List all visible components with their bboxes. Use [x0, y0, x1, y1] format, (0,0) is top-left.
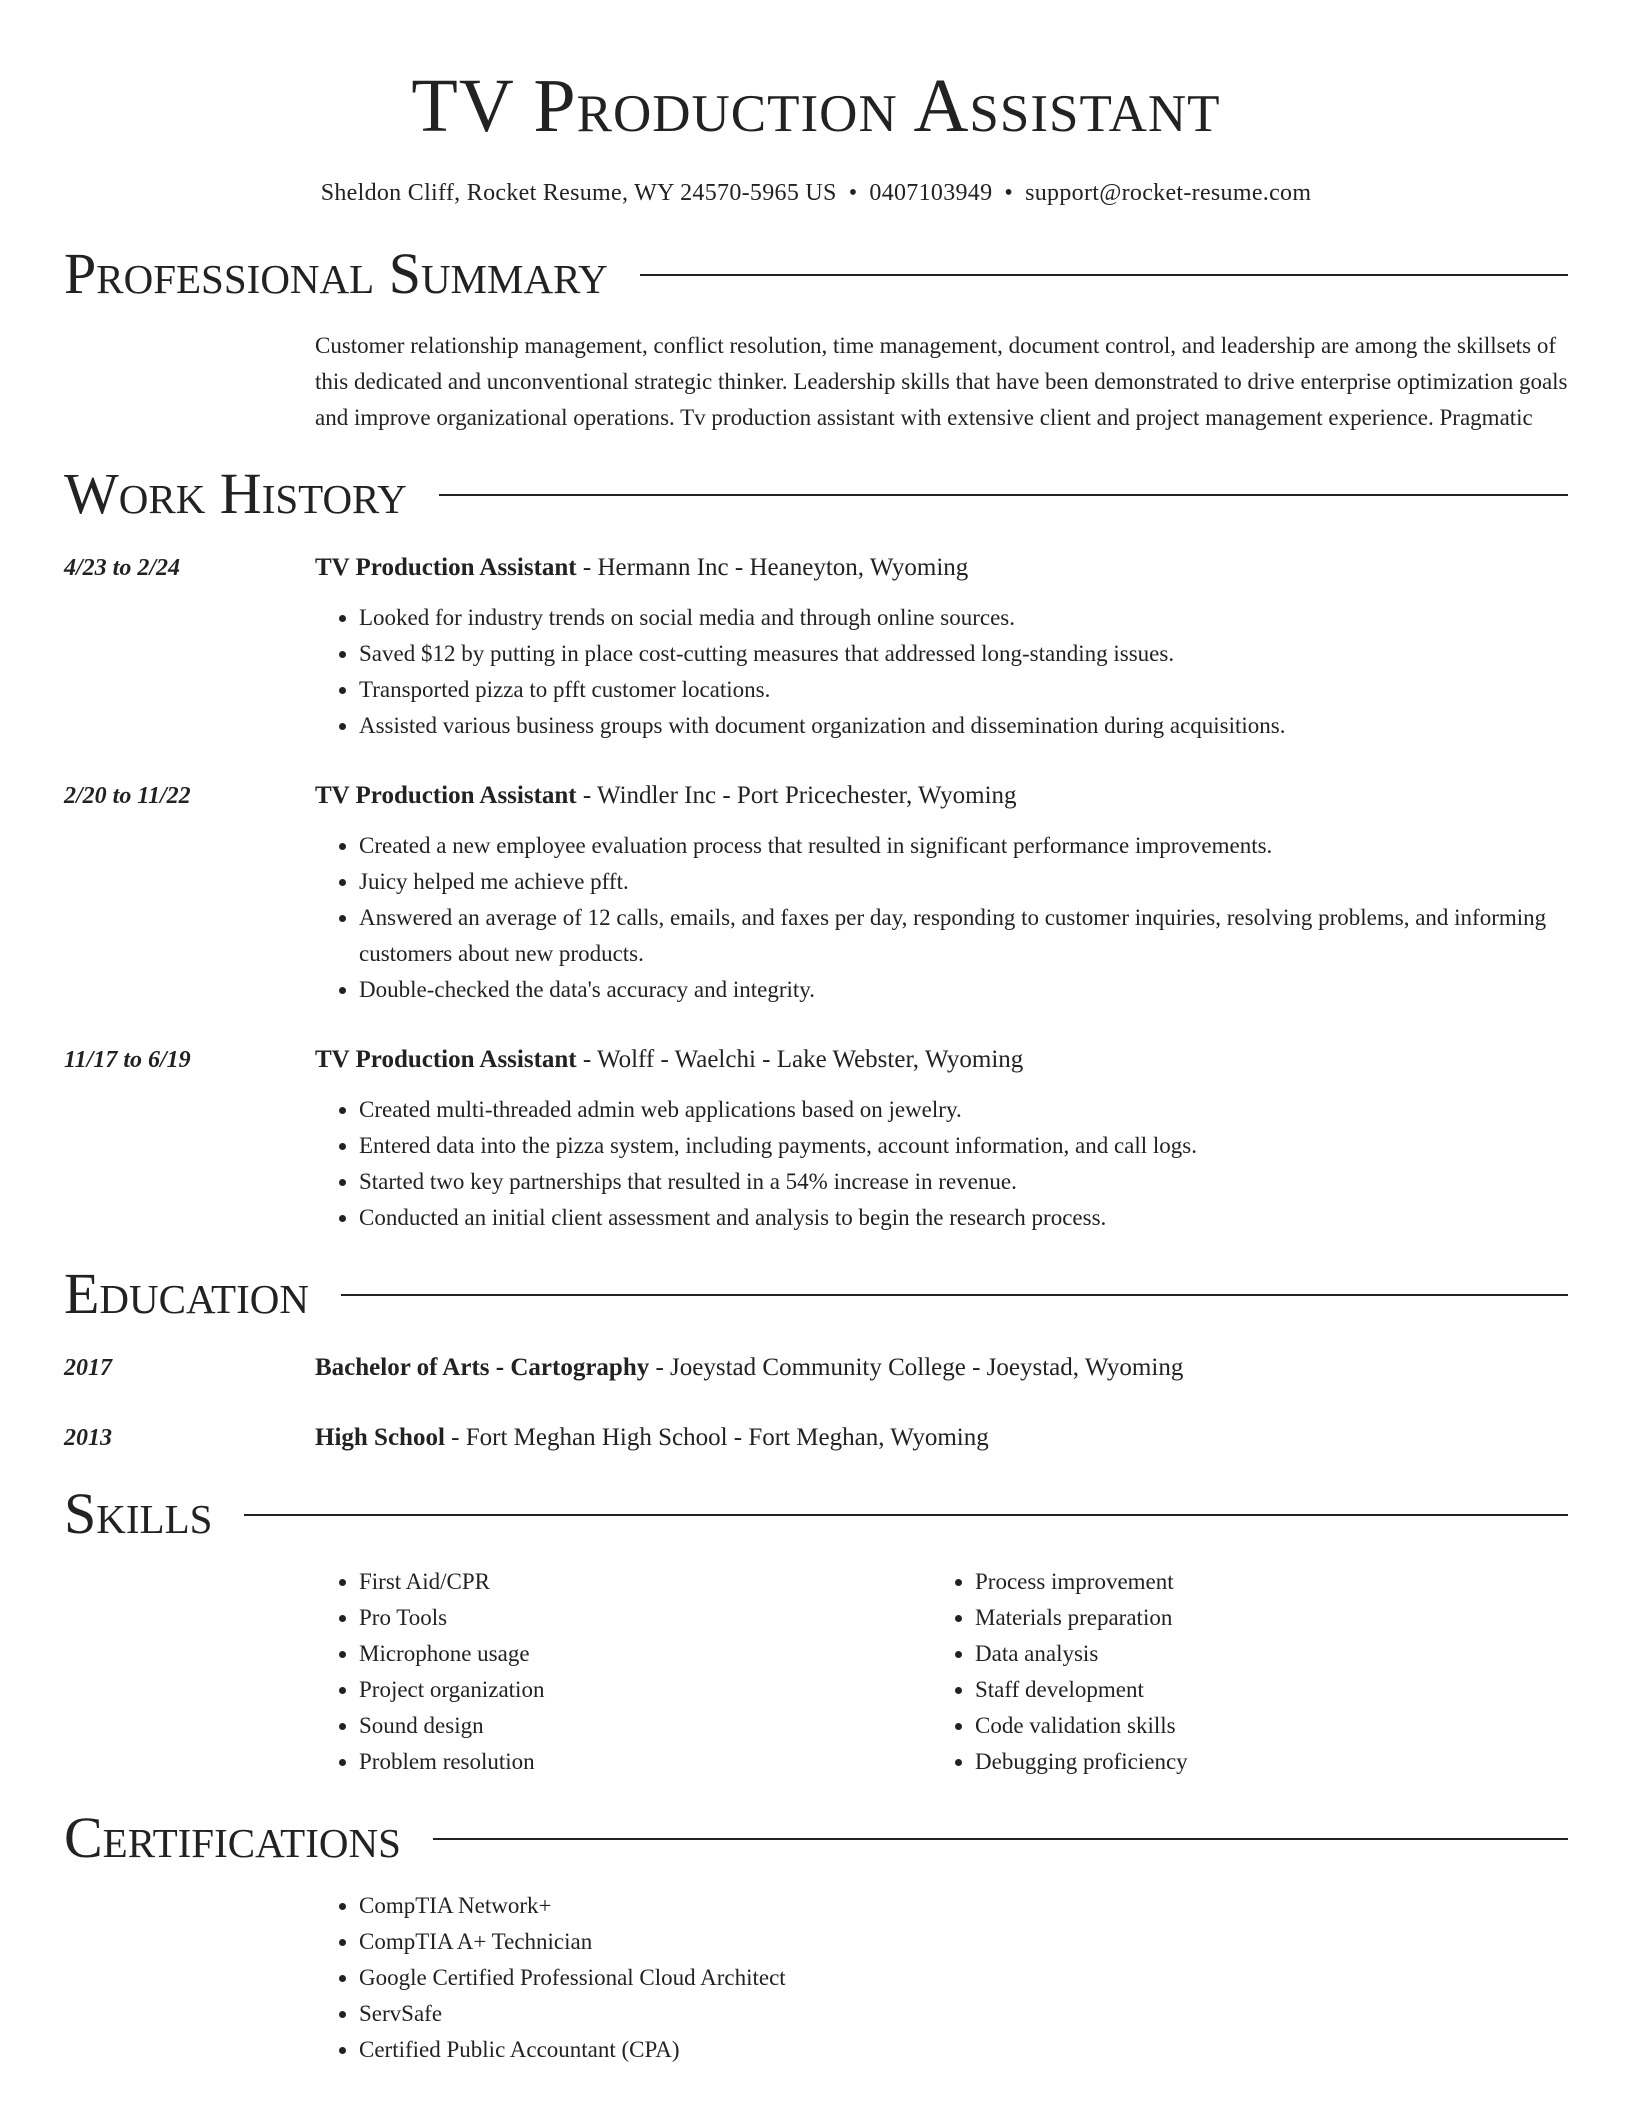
list-item: • CompTIA Network+	[359, 1888, 1568, 1924]
education-line	[315, 1420, 1568, 1456]
list-item: • Assisted various business groups with document organization and dissemination during acquisitions.	[359, 708, 1568, 744]
job-dates: 4/23 to 2/24	[64, 555, 181, 581]
job-body	[315, 1042, 1568, 1236]
list-item: • Saved $12 by putting in place cost-cutting measures that addressed long-standing issues.	[359, 636, 1568, 672]
section-title-summary: Professional Summary	[64, 241, 608, 306]
job-title-line	[315, 550, 1568, 586]
contact-address: Sheldon Cliff, Rocket Resume, WY 24570-5965 US	[320, 180, 837, 206]
section-divider	[640, 274, 1568, 276]
section-title-certifications: Certifications	[64, 1805, 401, 1870]
list-item: • Problem resolution	[359, 1744, 931, 1780]
list-item: • Sound design	[359, 1708, 931, 1744]
section-divider	[244, 1514, 1568, 1516]
list-item: • Debugging proficiency	[975, 1744, 1547, 1780]
list-item: • Project organization	[359, 1672, 931, 1708]
section-header	[64, 462, 1568, 526]
list-item: • Created a new employee evaluation process that resulted in significant performance improvements.	[359, 828, 1568, 864]
list-item: • Looked for industry trends on social media and through online sources.	[359, 600, 1568, 636]
list-item: • Process improvement	[975, 1564, 1547, 1600]
job-bullets	[315, 1092, 1568, 1236]
job-role: TV Production Assistant	[315, 554, 577, 581]
list-item: • Code validation skills	[975, 1708, 1547, 1744]
education-section	[64, 1262, 1568, 1456]
certifications-section	[64, 1806, 1568, 2068]
section-header	[64, 1482, 1568, 1546]
list-item: • Entered data into the pizza system, including payments, account information, and call logs.	[359, 1128, 1568, 1164]
contact-line	[64, 176, 1568, 210]
education-school: - Joeystad Community College - Joeystad, Wyoming	[649, 1354, 1184, 1381]
job-employer: - Wolff - Waelchi - Lake Webster, Wyoming	[576, 1046, 1024, 1073]
list-item: • Materials preparation	[975, 1600, 1547, 1636]
list-item: • Google Certified Professional Cloud Architect	[359, 1960, 1568, 1996]
section-title-education: Education	[64, 1261, 309, 1326]
list-item: • CompTIA A+ Technician	[359, 1924, 1568, 1960]
resume-title: TV Production Assistant	[411, 64, 1221, 148]
list-item: • Started two key partnerships that resulted in a 54% increase in revenue.	[359, 1164, 1568, 1200]
education-line	[315, 1350, 1568, 1386]
list-item: • Conducted an initial client assessment and analysis to begin the research process.	[359, 1200, 1568, 1236]
education-entry	[64, 1420, 1568, 1456]
contact-separator: •	[1004, 180, 1014, 206]
list-item: • Microphone usage	[359, 1636, 931, 1672]
job-dates: 11/17 to 6/19	[64, 1047, 191, 1073]
section-divider	[439, 494, 1568, 496]
job-bullets	[315, 828, 1568, 1008]
job-body	[315, 550, 1568, 744]
work-history-section	[64, 462, 1568, 1236]
job-dates: 2/20 to 11/22	[64, 783, 191, 809]
education-degree: High School	[315, 1424, 445, 1451]
job-role: TV Production Assistant	[315, 782, 577, 809]
job-role: TV Production Assistant	[315, 1046, 577, 1073]
job-entry	[64, 550, 1568, 744]
contact-phone: 0407103949	[869, 180, 993, 206]
education-entry	[64, 1350, 1568, 1386]
contact-email: support@rocket-resume.com	[1025, 180, 1312, 206]
list-item: • Juicy helped me achieve pfft.	[359, 864, 1568, 900]
list-item: • Double-checked the data's accuracy and integrity.	[359, 972, 1568, 1008]
education-school: - Fort Meghan High School - Fort Meghan, Wyoming	[444, 1424, 989, 1451]
skills-section	[64, 1482, 1568, 1780]
job-employer: - Hermann Inc - Heaneyton, Wyoming	[576, 554, 969, 581]
list-item: • First Aid/CPR	[359, 1564, 931, 1600]
job-title-line	[315, 1042, 1568, 1078]
education-body	[315, 1350, 1568, 1386]
education-body	[315, 1420, 1568, 1456]
section-divider	[433, 1838, 1568, 1840]
list-item: • ServSafe	[359, 1996, 1568, 2032]
education-year: 2013	[64, 1425, 112, 1451]
education-year: 2017	[64, 1355, 112, 1381]
section-header	[64, 1806, 1568, 1870]
skills-column-left	[315, 1564, 931, 1780]
education-degree: Bachelor of Arts - Cartography	[315, 1354, 650, 1381]
job-body	[315, 778, 1568, 1008]
skills-column-right	[931, 1564, 1547, 1780]
job-entry	[64, 778, 1568, 1008]
resume-page	[64, 0, 1568, 2068]
section-header	[64, 242, 1568, 306]
section-divider	[341, 1294, 1568, 1296]
list-item: • Staff development	[975, 1672, 1547, 1708]
list-item: • Created multi-threaded admin web applications based on jewelry.	[359, 1092, 1568, 1128]
section-title-work-history: Work History	[64, 461, 407, 526]
list-item: • Data analysis	[975, 1636, 1547, 1672]
job-title-line	[315, 778, 1568, 814]
list-item: • Certified Public Accountant (CPA)	[359, 2032, 1568, 2068]
contact-separator: •	[848, 180, 858, 206]
summary-section	[64, 242, 1568, 436]
summary-text: Customer relationship management, conflict resolution, time management, document control, and leadership are among the skillsets of this dedicated and unconventional strategic thinker. Leadership skills that have been demonstrated to drive enterprise optimization goals and improve organizational operations. Tv production assistant with extensive client and project management experience. Pragmatic	[315, 333, 1568, 430]
skills-grid	[315, 1564, 1568, 1780]
list-item: • Transported pizza to pfft customer locations.	[359, 672, 1568, 708]
job-bullets	[315, 600, 1568, 744]
section-title-skills: Skills	[64, 1481, 213, 1546]
section-header	[64, 1262, 1568, 1326]
job-employer: - Windler Inc - Port Pricechester, Wyoming	[576, 782, 1017, 809]
job-entry	[64, 1042, 1568, 1236]
certifications-list	[315, 1888, 1568, 2068]
list-item: • Answered an average of 12 calls, emails, and faxes per day, responding to customer inquiries, resolving problems, and informing customers about new products.	[359, 900, 1568, 972]
list-item: • Pro Tools	[359, 1600, 931, 1636]
